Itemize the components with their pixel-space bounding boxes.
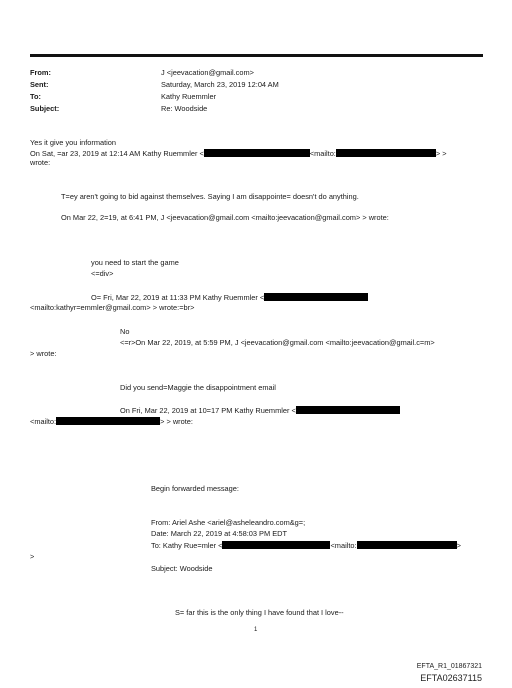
body-text: To: Kathy Rue=mler < — [151, 541, 223, 550]
page-number: 1 — [254, 627, 258, 633]
body-line: Begin forwarded message: — [151, 484, 239, 493]
body-text: <mailto: — [30, 417, 57, 426]
redaction-block — [222, 541, 330, 549]
redaction-block — [336, 149, 436, 157]
body-line — [120, 406, 400, 416]
body-line: <=r>On Mar 22, 2019, at 5:59 PM, J <jeevacation@gmail.com <mailto:jeevacation@gmail.c=m> — [120, 338, 435, 347]
body-text: <mailto: — [309, 149, 336, 158]
footer-ref-1: EFTA_R1_01867321 — [416, 663, 482, 670]
body-line: No — [120, 327, 130, 336]
body-line — [30, 417, 193, 427]
body-line: Yes it give you information — [30, 138, 116, 147]
body-text: > > — [435, 149, 447, 158]
to-label: To: — [30, 92, 41, 101]
body-line — [30, 149, 447, 159]
body-line: wrote: — [30, 158, 51, 167]
footer-ref-2: EFTA02637115 — [420, 673, 482, 683]
body-line: On Mar 22, 2=19, at 6:41 PM, J <jeevacation@gmail.com <mailto:jeevacation@gmail.com> > wrote: — [61, 213, 389, 222]
redaction-block — [204, 149, 310, 157]
subject-value: Re: Woodside — [161, 104, 208, 113]
body-line: T=ey aren't going to bid against themselves. Saying I am disappointe= doesn't do anything. — [61, 192, 359, 201]
body-line — [91, 293, 368, 303]
body-text: On Fri, Mar 22, 2019 at 10=17 PM Kathy Ruemmler < — [120, 406, 296, 415]
body-line: Did you send=Maggie the disappointment email — [120, 383, 276, 392]
from-value: J <jeevacation@gmail.com> — [161, 68, 254, 77]
redaction-block — [56, 417, 160, 425]
body-line: you need to start the game — [91, 258, 179, 267]
sent-label: Sent: — [30, 80, 49, 89]
body-text: O= Fri, Mar 22, 2019 at 11:33 PM Kathy Ruemmler < — [91, 293, 265, 302]
body-line: > — [30, 552, 35, 561]
body-line: S= far this is the only thing I have found that I love-- — [175, 608, 344, 617]
body-line: From: Ariel Ashe <ariel@asheleandro.com&g=; — [151, 518, 306, 527]
body-line: <mailto:kathyr=emmler@gmail.com> > wrote:=br> — [30, 303, 195, 312]
header-rule — [30, 54, 483, 57]
body-line: <=div> — [91, 269, 114, 278]
body-text: > > wrote: — [160, 417, 193, 426]
redaction-block — [357, 541, 457, 549]
body-text: > — [456, 541, 461, 550]
sent-value: Saturday, March 23, 2019 12:04 AM — [161, 80, 279, 89]
body-text: <mailto: — [330, 541, 357, 550]
body-line: > wrote: — [30, 349, 57, 358]
body-line: Subject: Woodside — [151, 564, 213, 573]
from-label: From: — [30, 68, 51, 77]
body-line: Date: March 22, 2019 at 4:58:03 PM EDT — [151, 529, 287, 538]
redaction-block — [296, 406, 400, 414]
redaction-block — [264, 293, 368, 301]
body-line — [151, 541, 461, 551]
to-value: Kathy Ruemmler — [161, 92, 217, 101]
body-text: On Sat, =ar 23, 2019 at 12:14 AM Kathy Ruemmler < — [30, 149, 204, 158]
subject-label: Subject: — [30, 104, 60, 113]
